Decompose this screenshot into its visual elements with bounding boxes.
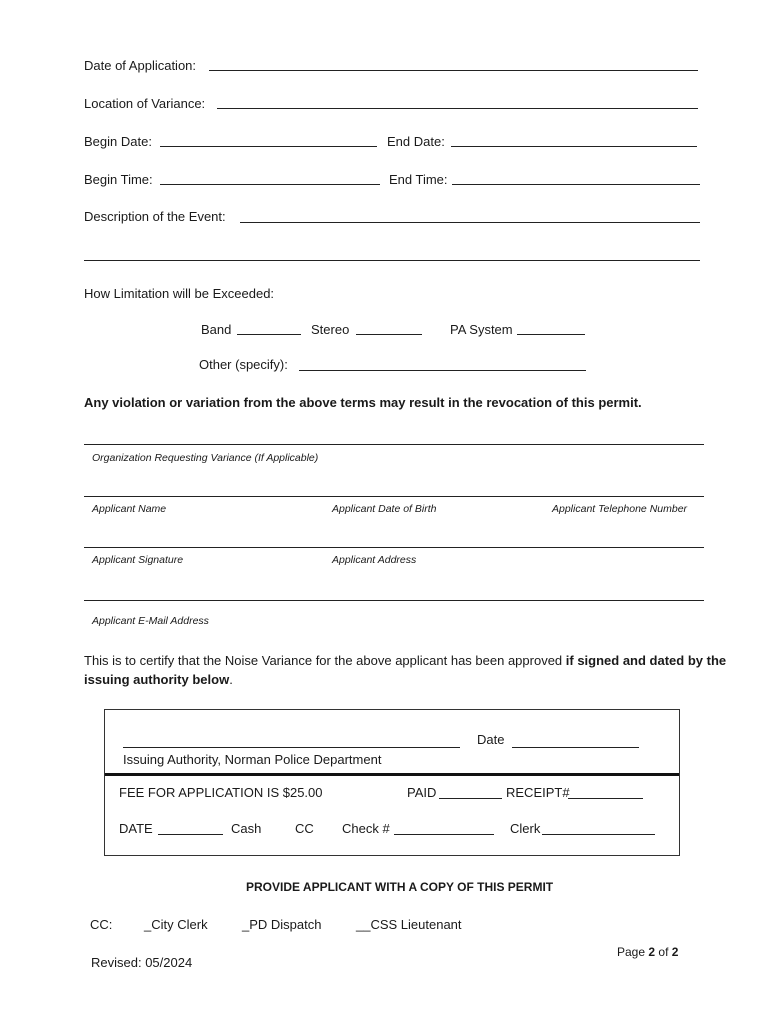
other-specify-label: Other (specify): xyxy=(199,357,288,372)
applicant-dob-caption: Applicant Date of Birth xyxy=(332,503,437,515)
check-number-field[interactable] xyxy=(394,834,494,835)
date-field[interactable] xyxy=(158,834,223,835)
date-of-application-label: Date of Application: xyxy=(84,58,197,73)
applicant-email-caption: Applicant E-Mail Address xyxy=(92,615,209,627)
cc-pd-dispatch: _PD Dispatch xyxy=(242,917,322,932)
page-total: 2 xyxy=(671,945,679,959)
cc-label[interactable]: CC xyxy=(295,821,314,836)
applicant-phone-caption: Applicant Telephone Number xyxy=(552,503,688,515)
copy-notice: PROVIDE APPLICANT WITH A COPY OF THIS PERMIT xyxy=(246,880,554,894)
authority-date-field[interactable] xyxy=(512,747,639,748)
description-field[interactable] xyxy=(240,222,700,223)
certify-text: This is to certify that the Noise Variance for the above applicant has been approved xyxy=(84,653,566,668)
revised-date: Revised: 05/2024 xyxy=(91,955,193,970)
stereo-field[interactable] xyxy=(356,334,422,335)
applicant-signature-field[interactable] xyxy=(84,547,704,548)
revocation-warning: Any violation or variation from the above terms may result in the revocation of this permit. xyxy=(84,395,642,410)
issuing-authority-label: Issuing Authority, Norman Police Department xyxy=(123,752,382,767)
issuing-authority-signature-field[interactable] xyxy=(123,747,460,748)
clerk-label: Clerk xyxy=(510,821,541,836)
applicant-email-field[interactable] xyxy=(84,600,704,601)
certify-bold-a: if signed and dated xyxy=(565,653,685,668)
cc-css-lieutenant: __CSS Lieutenant xyxy=(356,917,462,932)
location-of-variance-field[interactable] xyxy=(217,108,698,109)
begin-time-field[interactable] xyxy=(160,184,380,185)
date-label: DATE xyxy=(119,821,153,836)
page-prefix: Page xyxy=(617,945,646,959)
begin-date-label: Begin Date: xyxy=(84,134,152,149)
band-field[interactable] xyxy=(237,334,301,335)
issuing-authority-box xyxy=(104,709,680,856)
pa-system-field[interactable] xyxy=(517,334,585,335)
applicant-info-field[interactable] xyxy=(84,496,704,497)
cc-city-clerk: _City Clerk xyxy=(144,917,208,932)
end-date-field[interactable] xyxy=(451,146,697,147)
organization-caption: Organization Requesting Variance (If Applicable) xyxy=(92,452,319,464)
description-field-line-2[interactable] xyxy=(84,260,700,261)
end-date-label: End Date: xyxy=(387,134,445,149)
begin-time-label: Begin Time: xyxy=(84,172,153,187)
box-divider xyxy=(105,773,679,776)
paid-field[interactable] xyxy=(439,798,502,799)
page-current: 2 xyxy=(648,945,656,959)
pa-system-label: PA System xyxy=(450,322,513,337)
receipt-field[interactable] xyxy=(568,798,643,799)
end-time-field[interactable] xyxy=(452,184,700,185)
limitation-heading: How Limitation will be Exceeded: xyxy=(84,286,275,301)
stereo-label: Stereo xyxy=(311,322,350,337)
band-label: Band xyxy=(201,322,232,337)
cash-label[interactable]: Cash xyxy=(231,821,262,836)
begin-date-field[interactable] xyxy=(160,146,377,147)
organization-field[interactable] xyxy=(84,444,704,445)
end-time-label: End Time: xyxy=(389,172,448,187)
certify-paragraph xyxy=(84,651,734,689)
other-specify-field[interactable] xyxy=(299,370,586,371)
date-of-application-field[interactable] xyxy=(209,70,698,71)
location-of-variance-label: Location of Variance: xyxy=(84,96,206,111)
check-label: Check # xyxy=(342,821,390,836)
cc-line-label: CC: xyxy=(90,917,113,932)
receipt-label: RECEIPT# xyxy=(506,785,570,800)
certify-bold-b: by the issuing authority below xyxy=(84,653,727,687)
page-of: of xyxy=(658,945,669,959)
description-label: Description of the Event: xyxy=(84,209,226,224)
authority-date-label: Date xyxy=(477,732,505,747)
page-number xyxy=(617,945,678,959)
fee-text: FEE FOR APPLICATION IS $25.00 xyxy=(119,785,323,800)
applicant-name-caption: Applicant Name xyxy=(92,503,167,515)
applicant-address-caption: Applicant Address xyxy=(332,554,417,566)
clerk-field[interactable] xyxy=(542,834,655,835)
paid-label: PAID xyxy=(407,785,437,800)
certify-end: . xyxy=(229,672,233,687)
applicant-signature-caption: Applicant Signature xyxy=(92,554,184,566)
